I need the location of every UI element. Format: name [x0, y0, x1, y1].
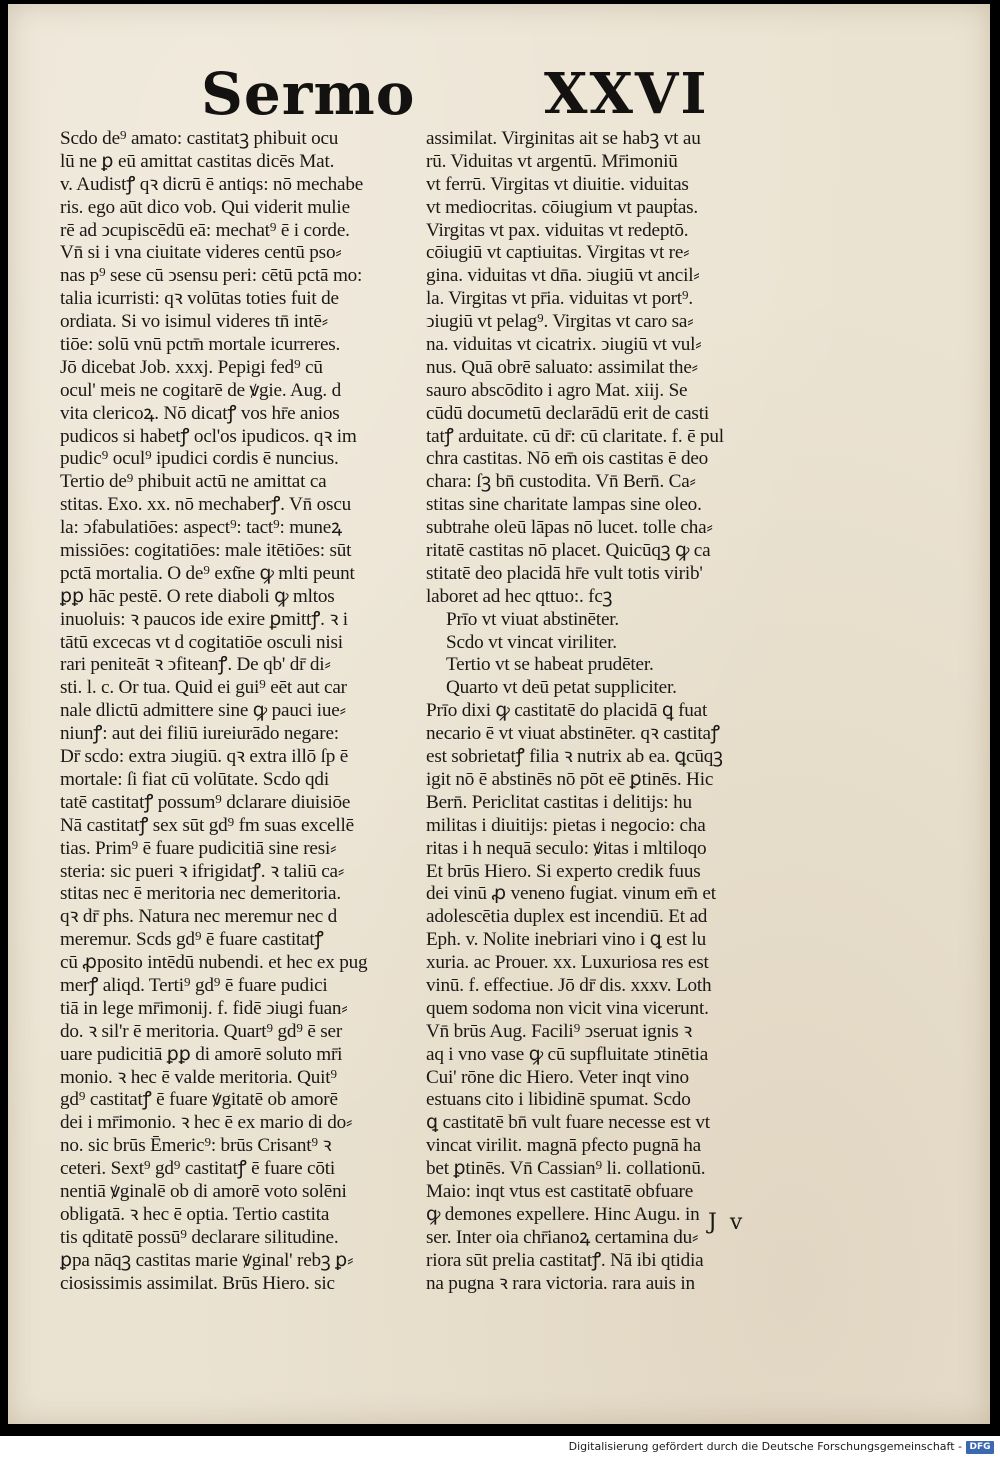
text-line: ꝙ demones expellere. Hinc Augu. in: [426, 1203, 700, 1225]
text-line: gd⁹ castitatꝭ ē fuare ꝟgitatē ob amorē: [60, 1089, 338, 1111]
text-line: Scdo de⁹ amato: castitatꝫ phibuit ocu: [60, 128, 339, 149]
text-line: assimilat. Virginitas ait se habꝫ vt au: [426, 128, 701, 149]
text-line: Scdo vt vincat viriliter.: [446, 631, 617, 653]
text-line: nentiā ꝟginalē ob di amorē voto solēni: [60, 1180, 347, 1202]
footer-bar: [0, 1436, 1000, 1460]
dfg-logo: DFG: [966, 1441, 994, 1454]
text-line: xuria. ac Prouer. xx. Luxuriosa res est: [426, 952, 709, 974]
text-line: niunꝭ: aut dei filiū iureiurādo negare:: [60, 723, 339, 745]
text-line: ciosissimis assimilat. Brūs Hiero. sic: [60, 1272, 335, 1294]
text-line: adolescētia duplex est incendiū. Et ad: [426, 906, 708, 928]
text-line: ꝗ castitatē bn̄ vult fuare necesse est vt: [426, 1112, 710, 1134]
text-line: riora sūt prelia castitatꝭ. Nā ibi qtidia: [426, 1249, 704, 1271]
text-line: lū ne ꝑ eū amittat castitas dicēs Mat.: [60, 150, 335, 172]
text-line: do. ꝛ sil'r ē meritoria. Quart⁹ gd⁹ ē ser: [60, 1020, 343, 1042]
header-numeral: XXVI: [544, 61, 709, 127]
text-line: tiōe: solū vnū pctm̄ mortale icurreres.: [60, 334, 341, 356]
text-line: Nā castitatꝭ sex sūt gd⁹ fm suas excellē: [60, 814, 354, 836]
text-line: dei i mr̄imonio. ꝛ hec ē ex mario di do⸗: [60, 1112, 353, 1134]
text-line: rē ad ↄcupiscēdū eā: mechat⁹ ē i corde.: [60, 219, 350, 241]
text-line: ꝑpa nāqꝫ castitas marie ꝟginal' rebꝫ ꝑ⸗: [60, 1249, 354, 1271]
text-line: vt mediocritas. cōiugium vt paupṫas.: [426, 196, 699, 218]
text-line: obligatā. ꝛ hec ē optia. Tertio castita: [60, 1203, 330, 1225]
text-line: pudic⁹ ocul⁹ ipudici cordis ē nuncius.: [60, 448, 339, 470]
text-line: necario ē vt viuat abstinēter. qꝛ castitaꝭ: [426, 723, 720, 745]
text-line: cū ꝓposito intēdū nubendi. et hec ex pug: [60, 952, 368, 974]
text-line: Bern̄. Periclitat castitas i delitijs: hu: [426, 791, 692, 813]
text-line: inuoluis: ꝛ paucos ide exire ꝑmittꝭ. ꝛ i: [60, 608, 348, 630]
text-line: tatē castitatꝭ possum⁹ dclarare diuisiōe: [60, 791, 351, 813]
text-line: gina. viduitas vt dn̄a. ↄiugiū vt ancil⸗: [426, 265, 700, 287]
text-line: no. sic brūs Ēmeric⁹: brūs Crisant⁹ ꝛ: [60, 1135, 332, 1157]
text-line: Quarto vt deū petat suppliciter.: [446, 677, 677, 699]
text-line: v. Audistꝭ qꝛ dicrū ē antiqs: nō mechabe: [60, 173, 364, 195]
text-line: Maio: inqt vtus est castitatē obfuare: [426, 1180, 694, 1202]
text-line: tiā in lege mr̄imonij. f. fidē ↄiugi fuan⸗: [60, 997, 348, 1019]
text-line: steria: sic pueri ꝛ ifrigidatꝭ. ꝛ taliū ca⸗: [60, 860, 345, 882]
text-line: ris. ego aūt dico vob. Qui viderit mulie: [60, 196, 350, 218]
text-line: Prīo dixi ꝙ castitatē do placidā ꝗ fuat: [426, 700, 708, 722]
text-column-right: [426, 128, 786, 1295]
text-line: stitas. Exo. xx. nō mechaberꝭ. Vn̄ oscu: [60, 494, 352, 516]
text-line: ↄiugiū vt pelag⁹. Virgitas vt caro sa⸗: [426, 311, 694, 333]
text-line: tias. Prim⁹ ē fuare pudicitiā sine resi⸗: [60, 837, 337, 859]
text-line: Eph. v. Nolite inebriari vino i ꝗ est lu: [426, 929, 707, 951]
text-line: la: ↄfabulatiōes: aspect⁹: tact⁹: muneꝝ: [60, 517, 342, 539]
text-line: qꝛ dr̄ phs. Natura nec meremur nec d: [60, 906, 338, 928]
text-line: tatꝭ arduitate. cū dr̄: cū claritate. f. ē pul: [426, 425, 724, 447]
text-line: chara: ſꝫ bn̄ custodita. Vn̄ Bern̄. Ca⸗: [426, 471, 696, 493]
text-line: Dr̄ scdo: extra ↄiugiū. qꝛ extra illō ſp ē: [60, 746, 349, 768]
text-line: talia icurristi: qꝛ volūtas toties fuit de: [60, 288, 339, 310]
text-line: Tertio vt se habeat prudēter.: [446, 654, 654, 676]
text-line: ritas i h nequā seculo: ꝟitas i mltiloqo: [426, 837, 707, 859]
text-line: sti. l. c. Or tua. Quid ei gui⁹ eēt aut car: [60, 677, 347, 699]
text-line: estuans cito i libidinē spumat. Scdo: [426, 1089, 691, 1111]
text-line: Virgitas vt pax. viduitas vt redeptō.: [426, 219, 689, 241]
text-line: Jō dicebat Job. xxxj. Pepigi fed⁹ cū: [60, 356, 323, 378]
text-line: Tertio de⁹ phibuit actū ne amittat ca: [60, 471, 327, 493]
text-line: Cui' rōne dic Hiero. Veter inqt vino: [426, 1066, 689, 1088]
text-line: militas i diuitijs: pietas i negocio: cha: [426, 814, 706, 836]
footer-credit: Digitalisierung gefördert durch die Deutsche Forschungsgemeinschaft -: [568, 1440, 962, 1453]
text-line: nale dlictū admittere sine ꝙ pauci iue⸗: [60, 700, 346, 722]
text-line: na. viduitas vt cicatrix. ↄiugiū vt vul⸗: [426, 334, 702, 356]
text-line: nas p⁹ sese cū ↄsensu peri: cētū pctā mo:: [60, 265, 363, 287]
text-line: pudicos si habetꝭ ocl'os ipudicos. qꝛ im: [60, 425, 357, 447]
text-line: ordiata. Si vo isimul videres tn̄ intē⸗: [60, 311, 328, 333]
text-line: uare pudicitiā ꝑꝑ di amorē soluto mr̄i: [60, 1043, 343, 1065]
text-line: la. Virgitas vt pr̄ia. viduitas vt port⁹.: [426, 288, 694, 310]
text-line: ocul' meis ne cogitarē de ꝟgie. Aug. d: [60, 379, 341, 401]
text-line: missiōes: cogitatiōes: male itētiōes: sūt: [60, 540, 352, 562]
text-line: ꝑꝑ hāc pestē. O rete diaboli ꝙ mltos: [60, 585, 335, 607]
text-line: chra castitas. Nō em̄ ois castitas ē deo: [426, 448, 709, 470]
text-line: stitas sine charitate lampas sine oleo.: [426, 494, 702, 516]
text-line: na pugna ꝛ rara victoria. rara auis in: [426, 1272, 695, 1294]
text-line: nus. Quā obrē saluato: assimilat the⸗: [426, 356, 698, 378]
text-line: vinū. f. effectiue. Jō dr̄ dis. xxxv. Loth: [426, 974, 712, 996]
header-sermo: Sermo: [201, 60, 416, 128]
text-line: tātū excecas vt d cogitatiōe osculi nisi: [60, 631, 343, 653]
text-line: ceteri. Sext⁹ gd⁹ castitatꝭ ē fuare cōti: [60, 1158, 335, 1180]
running-header: [8, 62, 990, 132]
text-line: merꝭ aliqd. Terti⁹ gd⁹ ē fuare pudici: [60, 974, 328, 996]
signature-mark: J v: [708, 1210, 746, 1235]
text-line: Et brūs Hiero. Si experto credik fuus: [426, 860, 701, 882]
text-line: Vn̄ brūs Aug. Facili⁹ ↄseruat ignis ꝛ: [426, 1020, 692, 1042]
text-line: rū. Viduitas vt argentū. Mr̄imoniū: [426, 150, 678, 172]
book-page: [8, 4, 990, 1424]
text-line: dei vinū ꝓ veneno fugiat. vinum em̄ et: [426, 883, 716, 905]
text-line: monio. ꝛ hec ē valde meritoria. Quit⁹: [60, 1066, 337, 1088]
text-line: bet ꝑtinēs. Vn̄ Cassian⁹ li. collationū.: [426, 1158, 706, 1180]
text-line: subtrahe oleū lāpas nō lucet. tolle cha⸗: [426, 517, 713, 539]
text-line: Vn̄ si i vna ciuitate videres centū pso⸗: [60, 242, 342, 264]
text-line: vita clericoꝝ. Nō dicatꝭ vos hr̄e anios: [60, 402, 340, 424]
text-line: vincat virilit. magnā pfecto pugnā ha: [426, 1135, 701, 1157]
text-line: tis qditatē possū⁹ declarare silitudine.: [60, 1226, 339, 1248]
text-column-left: [60, 128, 410, 1295]
text-line: pctā mortalia. O de⁹ ext͂ne ꝙ mlti peunt: [60, 562, 355, 584]
text-line: Prīo vt viuat abstinēter.: [446, 608, 619, 630]
text-line: stitatē deo placidā hr̄e vult totis virib': [426, 562, 703, 584]
text-line: cūdū documetū declarādū erit de casti: [426, 402, 709, 424]
text-line: ser. Inter oia chr̄ianoꝝ certamina du⸗: [426, 1226, 699, 1248]
text-line: quem sodoma non vicit vina vicerunt.: [426, 997, 709, 1019]
text-line: stitas nec ē meritoria nec demeritoria.: [60, 883, 341, 905]
text-line: aq i vno vase ꝙ cū supfluitate ↄtinētia: [426, 1043, 709, 1065]
text-line: sauro abscōdito i agro Mat. xiij. Se: [426, 379, 688, 401]
text-line: meremur. Scds gd⁹ ē fuare castitatꝭ: [60, 929, 324, 951]
text-line: est sobrietatꝭ filia ꝛ nutrix ab ea. ꝗcūqꝫ: [426, 746, 723, 768]
text-line: igit nō ē abstinēs nō pōt eē ꝑtinēs. Hic: [426, 768, 714, 790]
text-line: ritatē castitas nō placet. Quicūqꝫ ꝙ ca: [426, 540, 711, 562]
text-line: rari peniteāt ꝛ ↄfiteanꝭ. De qb' dr̄ di⸗: [60, 654, 331, 676]
text-line: vt ferrū. Virgitas vt diuitie. viduitas: [426, 173, 689, 195]
text-line: mortale: ſi fiat cū volūtate. Scdo qdi: [60, 768, 329, 790]
text-line: cōiugiū vt captiuitas. Virgitas vt re⸗: [426, 242, 690, 264]
text-line: laboret ad hec qttuo:. fcꝫ: [426, 585, 613, 607]
